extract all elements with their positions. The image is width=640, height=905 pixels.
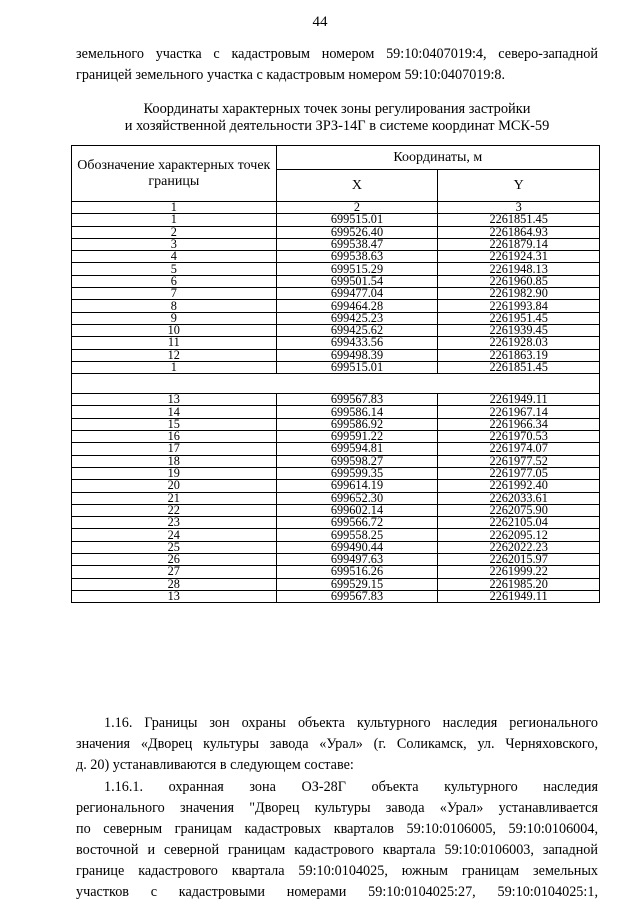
x-coordinate-cell: 699652.30 xyxy=(276,492,438,504)
point-number-cell: 13 xyxy=(72,590,277,602)
x-coordinate-cell: 699598.27 xyxy=(276,455,438,467)
section-line: регионального значения "Дворец культуры завода «Урал» устанавливается xyxy=(76,800,598,816)
x-coordinate-cell: 2 xyxy=(276,202,438,214)
point-number-cell: 6 xyxy=(72,275,277,287)
y-coordinate-cell: 2261970.53 xyxy=(438,431,600,443)
point-number-cell: 19 xyxy=(72,467,277,479)
point-number-cell: 1 xyxy=(72,214,277,226)
table-separator-row xyxy=(72,374,600,394)
point-number-cell: 25 xyxy=(72,541,277,553)
x-coordinate-cell: 699594.81 xyxy=(276,443,438,455)
x-coordinate-cell: 699599.35 xyxy=(276,467,438,479)
header-y: Y xyxy=(438,170,600,202)
point-number-cell: 27 xyxy=(72,566,277,578)
y-coordinate-cell: 2261949.11 xyxy=(438,590,600,602)
table-row xyxy=(72,590,600,602)
y-coordinate-cell: 2262095.12 xyxy=(438,529,600,541)
x-coordinate-cell: 699516.26 xyxy=(276,566,438,578)
section-line: 1.16. Границы зон охраны объекта культурного наследия регионального xyxy=(104,715,598,731)
y-coordinate-cell: 2261974.07 xyxy=(438,443,600,455)
page-number: 44 xyxy=(312,14,328,30)
x-coordinate-cell: 699425.62 xyxy=(276,324,438,336)
y-coordinate-cell: 2261999.22 xyxy=(438,566,600,578)
point-number-cell: 14 xyxy=(72,406,277,418)
x-coordinate-cell: 699526.40 xyxy=(276,226,438,238)
point-number-cell: 15 xyxy=(72,418,277,430)
section-line: 1.16.1. охранная зона ОЗ-28Г объекта культурного наследия xyxy=(104,779,598,795)
section-line: восточной и северной границам кадастрового квартала 59:10:0106003, западной xyxy=(76,842,598,858)
y-coordinate-cell: 2262105.04 xyxy=(438,517,600,529)
y-coordinate-cell: 2261967.14 xyxy=(438,406,600,418)
header-designation: Обозначение характерных точек границы xyxy=(72,146,277,202)
point-number-cell: 10 xyxy=(72,324,277,336)
point-number-cell: 3 xyxy=(72,238,277,250)
y-coordinate-cell: 2261977.05 xyxy=(438,467,600,479)
intro-line: границей земельного участка с кадастровым номером 59:10:0407019:8. xyxy=(76,67,506,83)
header-x: X xyxy=(276,170,438,202)
table-row xyxy=(72,361,600,373)
y-coordinate-cell: 2261948.13 xyxy=(438,263,600,275)
intro-line: земельного участка с кадастровым номером 59:10:0407019:4, северо-западной xyxy=(76,46,598,62)
x-coordinate-cell: 699425.23 xyxy=(276,312,438,324)
y-coordinate-cell: 2261928.03 xyxy=(438,337,600,349)
x-coordinate-cell: 699490.44 xyxy=(276,541,438,553)
point-number-cell: 24 xyxy=(72,529,277,541)
x-coordinate-cell: 699433.56 xyxy=(276,337,438,349)
y-coordinate-cell: 2261879.14 xyxy=(438,238,600,250)
point-number-cell: 26 xyxy=(72,554,277,566)
y-coordinate-cell: 2261977.52 xyxy=(438,455,600,467)
y-coordinate-cell: 2261982.90 xyxy=(438,288,600,300)
point-number-cell: 28 xyxy=(72,578,277,590)
section-line: границе кадастрового квартала 59:10:0104025, южным границам земельных xyxy=(76,863,598,879)
point-number-cell: 20 xyxy=(72,480,277,492)
x-coordinate-cell: 699497.63 xyxy=(276,554,438,566)
separator-cell xyxy=(72,374,600,394)
point-number-cell: 13 xyxy=(72,394,277,406)
point-number-cell: 17 xyxy=(72,443,277,455)
x-coordinate-cell: 699591.22 xyxy=(276,431,438,443)
point-number-cell: 4 xyxy=(72,251,277,263)
y-coordinate-cell: 2261851.45 xyxy=(438,214,600,226)
y-coordinate-cell: 2262022.23 xyxy=(438,541,600,553)
point-number-cell: 12 xyxy=(72,349,277,361)
y-coordinate-cell: 2261966.34 xyxy=(438,418,600,430)
point-number-cell: 9 xyxy=(72,312,277,324)
section-1-16-1 xyxy=(76,777,598,903)
point-number-cell: 16 xyxy=(72,431,277,443)
point-number-cell: 11 xyxy=(72,337,277,349)
y-coordinate-cell: 2261985.20 xyxy=(438,578,600,590)
y-coordinate-cell: 2261992.40 xyxy=(438,480,600,492)
y-coordinate-cell: 2262015.97 xyxy=(438,554,600,566)
x-coordinate-cell: 699566.72 xyxy=(276,517,438,529)
coordinates-table xyxy=(71,145,600,603)
x-coordinate-cell: 699464.28 xyxy=(276,300,438,312)
y-coordinate-cell: 2262033.61 xyxy=(438,492,600,504)
point-number-cell: 21 xyxy=(72,492,277,504)
y-coordinate-cell: 3 xyxy=(438,202,600,214)
y-coordinate-cell: 2261863.19 xyxy=(438,349,600,361)
point-number-cell: 18 xyxy=(72,455,277,467)
x-coordinate-cell: 699498.39 xyxy=(276,349,438,361)
y-coordinate-cell: 2261851.45 xyxy=(438,361,600,373)
x-coordinate-cell: 699515.29 xyxy=(276,263,438,275)
coordinates-table-body xyxy=(72,202,600,603)
point-number-cell: 23 xyxy=(72,517,277,529)
table-title-line: Координаты характерных точек зоны регулирования застройки xyxy=(143,101,531,117)
x-coordinate-cell: 699529.15 xyxy=(276,578,438,590)
y-coordinate-cell: 2261951.45 xyxy=(438,312,600,324)
x-coordinate-cell: 699567.83 xyxy=(276,394,438,406)
y-coordinate-cell: 2262075.90 xyxy=(438,504,600,516)
header-coordinates: Координаты, м xyxy=(276,146,599,170)
section-line: по северным границам кадастровых кварталов 59:10:0106005, 59:10:0106004, xyxy=(76,821,598,837)
x-coordinate-cell: 699567.83 xyxy=(276,590,438,602)
x-coordinate-cell: 699586.92 xyxy=(276,418,438,430)
x-coordinate-cell: 699538.47 xyxy=(276,238,438,250)
table-title xyxy=(76,101,598,135)
x-coordinate-cell: 699558.25 xyxy=(276,529,438,541)
x-coordinate-cell: 699614.19 xyxy=(276,480,438,492)
section-line: д. 20) устанавливаются в следующем составе: xyxy=(76,757,354,773)
x-coordinate-cell: 699538.63 xyxy=(276,251,438,263)
x-coordinate-cell: 699501.54 xyxy=(276,275,438,287)
y-coordinate-cell: 2261993.84 xyxy=(438,300,600,312)
y-coordinate-cell: 2261864.93 xyxy=(438,226,600,238)
section-line: значения «Дворец культуры завода «Урал» (г. Соликамск, ул. Черняховского, xyxy=(76,736,598,752)
y-coordinate-cell: 2261939.45 xyxy=(438,324,600,336)
point-number-cell: 7 xyxy=(72,288,277,300)
section-line: участков с кадастровыми номерами 59:10:0104025:27, 59:10:0104025:1, xyxy=(76,884,598,900)
x-coordinate-cell: 699602.14 xyxy=(276,504,438,516)
point-number-cell: 1 xyxy=(72,202,277,214)
y-coordinate-cell: 2261960.85 xyxy=(438,275,600,287)
x-coordinate-cell: 699477.04 xyxy=(276,288,438,300)
point-number-cell: 8 xyxy=(72,300,277,312)
y-coordinate-cell: 2261949.11 xyxy=(438,394,600,406)
point-number-cell: 5 xyxy=(72,263,277,275)
y-coordinate-cell: 2261924.31 xyxy=(438,251,600,263)
intro-paragraph xyxy=(76,44,598,86)
x-coordinate-cell: 699586.14 xyxy=(276,406,438,418)
x-coordinate-cell: 699515.01 xyxy=(276,214,438,226)
point-number-cell: 1 xyxy=(72,361,277,373)
table-title-line: и хозяйственной деятельности ЗРЗ-14Г в системе координат МСК-59 xyxy=(124,118,550,134)
x-coordinate-cell: 699515.01 xyxy=(276,361,438,373)
point-number-cell: 22 xyxy=(72,504,277,516)
point-number-cell: 2 xyxy=(72,226,277,238)
section-1-16 xyxy=(76,713,598,776)
